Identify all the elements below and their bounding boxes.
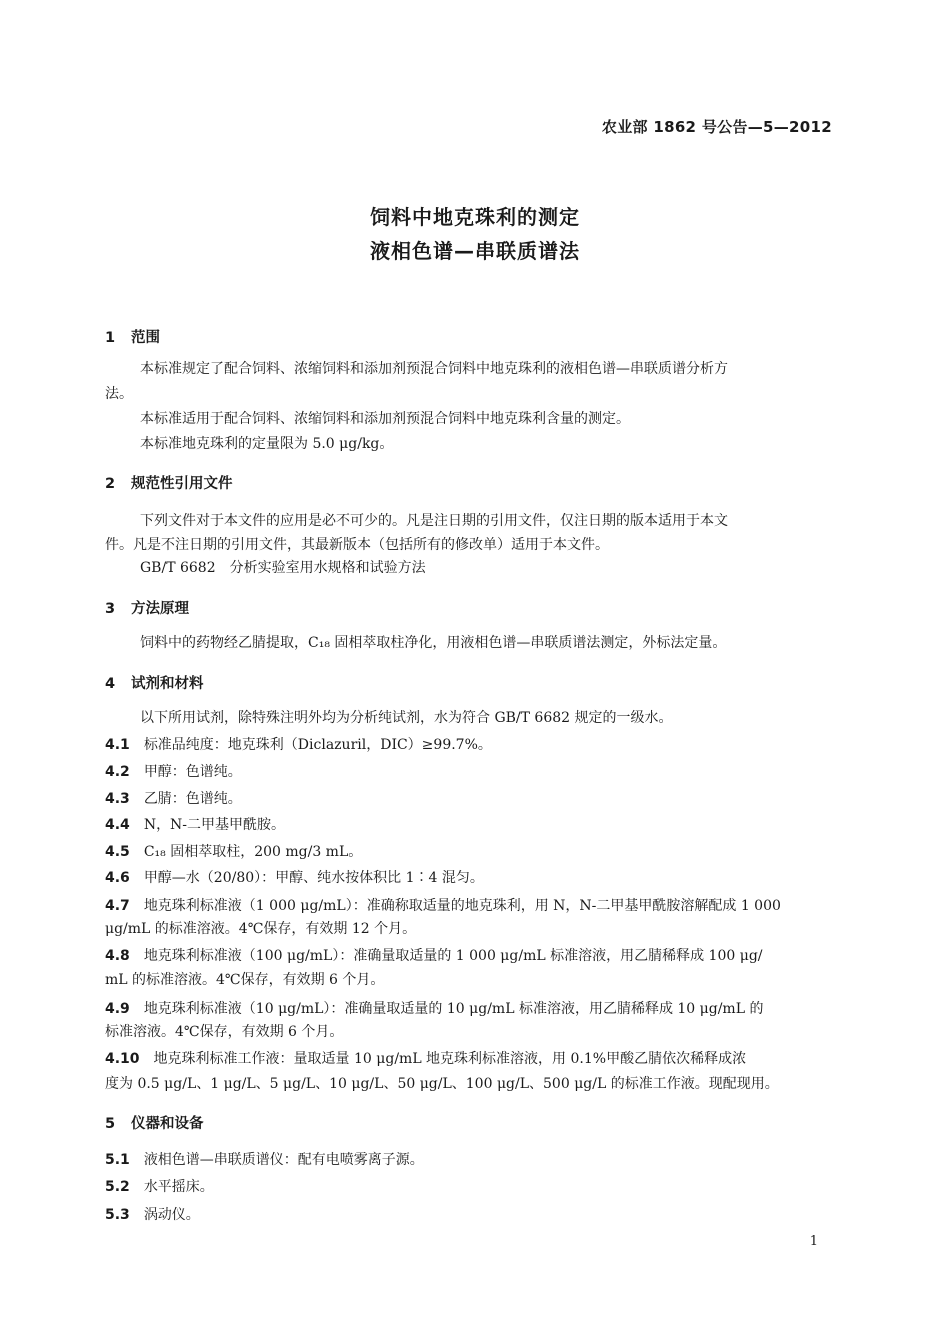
item-text: 地克珠利标准液（10 μg/mL）：准确量取适量的 10 μg/mL 标准溶液，用乙腈稀释成 10 μg/mL 的 [143, 1001, 764, 1017]
list-item [105, 1177, 214, 1197]
list-item [105, 896, 781, 916]
item-text: 涡动仪。 [143, 1207, 200, 1223]
section-title: 试剂和材料 [131, 676, 204, 692]
section-4-heading [105, 672, 204, 693]
list-item [105, 1205, 200, 1225]
list-item [105, 762, 242, 782]
item-number: 5.2 [105, 1179, 130, 1195]
item-text-continued: 度为 0.5 μg/L、1 μg/L、5 μg/L、10 μg/L、50 μg/L、100 μg/L、500 μg/L 的标准工作液。现配现用。 [105, 1076, 779, 1092]
section-title: 仪器和设备 [131, 1116, 204, 1132]
item-text: N，N-二甲基甲酰胺。 [143, 817, 286, 833]
item-text-continued: μg/mL 的标准溶液。4℃保存，有效期 12 个月。 [105, 921, 417, 937]
list-item [105, 842, 362, 862]
section-3-heading [105, 597, 189, 618]
paragraph-continued: 法。 [105, 386, 133, 402]
item-text: 甲醇—水（20/80）：甲醇、纯水按体积比 1∶4 混匀。 [143, 870, 484, 886]
document-title-line-1: 饲料中地克珠利的测定 [370, 205, 580, 229]
item-text: 地克珠利标准液（100 μg/mL）：准确量取适量的 1 000 μg/mL 标准溶液，用乙腈稀释成 100 μg/ [143, 948, 763, 964]
section-number: 5 [105, 1116, 116, 1132]
item-number: 5.3 [105, 1207, 130, 1223]
list-item [105, 735, 492, 755]
list-item [105, 868, 484, 888]
item-number: 4.7 [105, 898, 130, 914]
item-text: 液相色谱—串联质谱仪：配有电喷雾离子源。 [143, 1152, 424, 1168]
item-text: 甲醇：色谱纯。 [143, 764, 242, 780]
section-title: 方法原理 [131, 601, 189, 617]
item-number: 4.5 [105, 844, 130, 860]
paragraph: 本标准地克珠利的定量限为 5.0 μg/kg。 [140, 436, 394, 452]
paragraph: 本标准适用于配合饲料、浓缩饲料和添加剂预混合饲料中地克珠利含量的测定。 [140, 411, 630, 427]
paragraph: 以下所用试剂，除特殊注明外均为分析纯试剂，水为符合 GB/T 6682 规定的一级水。 [140, 710, 673, 726]
list-item [105, 1150, 424, 1170]
page-number: 1 [809, 1234, 818, 1249]
section-number: 3 [105, 601, 116, 617]
paragraph-continued: 件。凡是不注日期的引用文件，其最新版本（包括所有的修改单）适用于本文件。 [105, 537, 609, 553]
section-number: 1 [105, 330, 116, 346]
item-number: 5.1 [105, 1152, 130, 1168]
item-number: 4.3 [105, 791, 130, 807]
document-number: 农业部 1862 号公告—5—2012 [601, 118, 832, 136]
section-title: 规范性引用文件 [131, 476, 233, 492]
paragraph: 下列文件对于本文件的应用是必不可少的。凡是注日期的引用文件，仅注日期的版本适用于本文 [140, 513, 728, 529]
list-item [105, 999, 763, 1019]
item-text-continued: 标准溶液。4℃保存，有效期 6 个月。 [105, 1024, 344, 1040]
item-text: C₁₈ 固相萃取柱，200 mg/3 mL。 [143, 844, 363, 860]
reference-item: GB/T 6682 分析实验室用水规格和试验方法 [140, 560, 426, 576]
section-2-heading [105, 472, 233, 493]
list-item [105, 1049, 746, 1069]
item-number: 4.6 [105, 870, 130, 886]
item-number: 4.2 [105, 764, 130, 780]
item-number: 4.10 [105, 1051, 140, 1067]
section-number: 4 [105, 676, 116, 692]
section-1-heading [105, 326, 160, 347]
document-title-line-2: 液相色谱—串联质谱法 [370, 239, 580, 263]
item-text: 水平摇床。 [143, 1179, 214, 1195]
paragraph: 饲料中的药物经乙腈提取，C₁₈ 固相萃取柱净化，用液相色谱—串联质谱法测定，外标法定量。 [140, 635, 727, 651]
item-number: 4.4 [105, 817, 130, 833]
item-text-continued: mL 的标准溶液。4℃保存，有效期 6 个月。 [105, 972, 385, 988]
item-number: 4.9 [105, 1001, 130, 1017]
item-number: 4.1 [105, 737, 130, 753]
section-number: 2 [105, 476, 116, 492]
item-text: 乙腈：色谱纯。 [143, 791, 242, 807]
item-text: 标准品纯度：地克珠利（Diclazuril，DIC）≥99.7%。 [143, 737, 492, 753]
section-title: 范围 [131, 330, 160, 346]
item-number: 4.8 [105, 948, 130, 964]
paragraph: 本标准规定了配合饲料、浓缩饲料和添加剂预混合饲料中地克珠利的液相色谱—串联质谱分析方 [140, 361, 728, 377]
item-text: 地克珠利标准液（1 000 μg/mL）：准确称取适量的地克珠利，用 N，N-二甲基甲酰胺溶解配成 1 000 [143, 898, 781, 914]
list-item [105, 946, 763, 966]
item-text: 地克珠利标准工作液：量取适量 10 μg/mL 地克珠利标准溶液，用 0.1%甲酸乙腈依次稀释成浓 [153, 1051, 747, 1067]
list-item [105, 815, 285, 835]
list-item [105, 789, 242, 809]
section-5-heading [105, 1112, 204, 1133]
